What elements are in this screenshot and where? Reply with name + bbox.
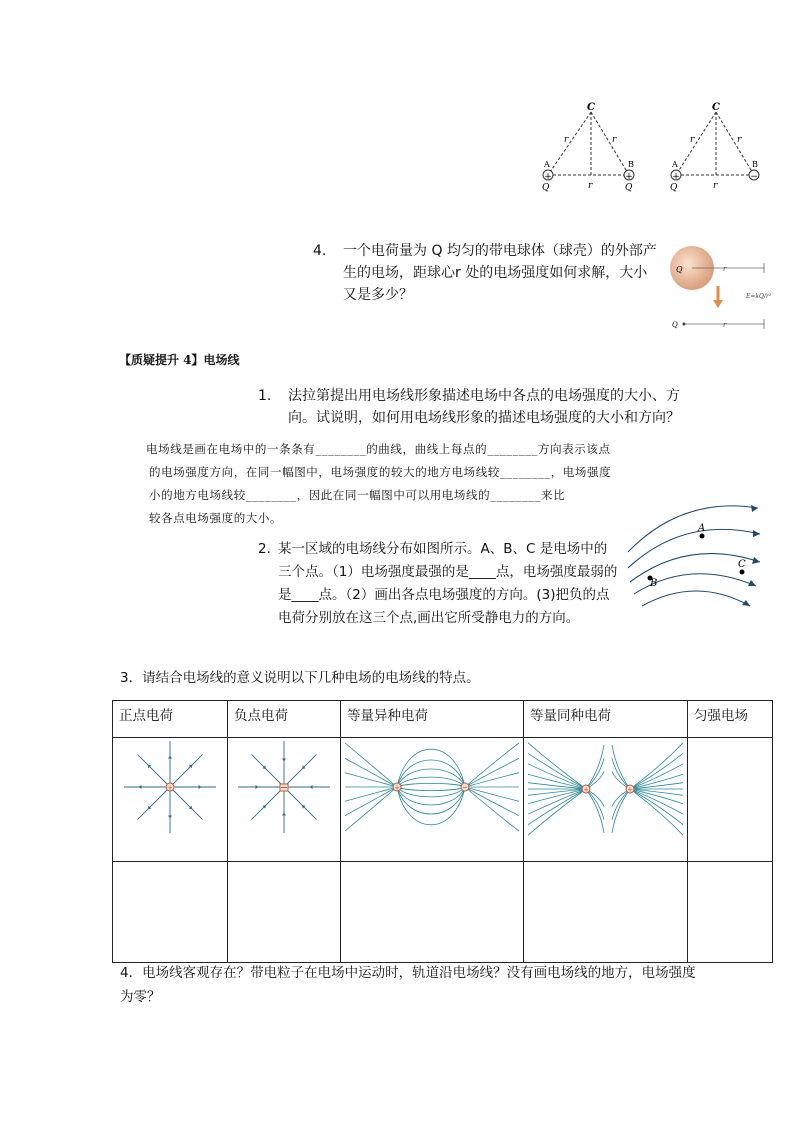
question-4-bottom: 4．电场线客观存在？带电粒子在电场中运动时，轨道沿电场线？没有画电场线的地方，电场强度为零？	[120, 965, 696, 1005]
field-line	[642, 591, 750, 606]
side-right: r	[737, 135, 742, 145]
question-1	[258, 385, 690, 429]
field-line	[397, 749, 465, 787]
field-line	[284, 754, 317, 787]
fill-line-1: 电场线是画在电场中的一条条有________的曲线，曲线上每点的________方向表示该点	[146, 442, 611, 456]
charge-label-left: Q	[542, 183, 550, 193]
field-line	[465, 787, 519, 831]
question-text: 一个电荷量为 Q 均匀的带电球体（球壳）的外部产生的电场，距球心r 处的电场强度如何求解，大小又是多少？	[343, 243, 657, 303]
base-label: r	[588, 181, 593, 191]
distance-label-2: r	[723, 321, 727, 329]
label-a: A	[672, 160, 678, 169]
question-text: 某一区域的电场线分布如图所示。A、B、C 是电场中的三个点。（1）电场强度最强的是____点，电场强度最弱的是____点。（2）画出各点电场强度的方向。(3)把负的点电荷分别放在这三个点,画出它所受静电力的方向。	[278, 541, 618, 626]
question-text: 法拉第提出用电场线形象描述电场中各点的电场强度的大小、方向。试说明，如何用电场线形象的描述电场强度的大小和方向？	[288, 388, 680, 426]
sign-left: +	[672, 172, 680, 182]
field-line	[397, 787, 465, 791]
field-line	[251, 787, 284, 820]
svg-text:+: +	[627, 786, 633, 794]
field-line	[630, 774, 683, 789]
negative-charge-diagram	[228, 738, 340, 857]
header-negative: 负点电荷	[228, 701, 341, 738]
formula: E=kQ/r²	[746, 293, 772, 300]
label-b: B	[752, 160, 758, 169]
cell-unlike-figure	[341, 738, 524, 862]
question-number: 1.	[258, 388, 272, 404]
answer-cell-positive[interactable]	[113, 862, 228, 963]
svg-text:+: +	[583, 786, 589, 794]
answer-cell-uniform[interactable]	[688, 862, 773, 963]
cell-positive-figure	[113, 738, 228, 862]
header-uniform: 匀强电场	[688, 701, 773, 738]
field-line	[465, 758, 519, 787]
cell-uniform-figure	[688, 738, 773, 862]
field-line	[397, 760, 465, 787]
cell-like-figure	[524, 738, 688, 862]
answer-cell-like[interactable]	[524, 862, 688, 963]
field-line	[465, 743, 519, 787]
field-line	[397, 787, 465, 797]
side-right: r	[612, 135, 617, 145]
side-left: r	[690, 135, 695, 145]
field-line	[345, 787, 397, 831]
field-line	[137, 787, 170, 820]
field-line	[628, 506, 758, 552]
answer-cell-negative[interactable]	[228, 862, 341, 963]
field-line	[397, 787, 465, 825]
point-c	[740, 570, 745, 575]
field-line	[170, 754, 203, 787]
sphere-figure	[668, 234, 778, 334]
header-unlike: 等量异种电荷	[341, 701, 524, 738]
field-types-table	[112, 700, 773, 963]
header-positive: 正点电荷	[113, 701, 228, 738]
question-2	[258, 538, 620, 630]
label-c: C	[712, 102, 720, 113]
sign-left: +	[544, 172, 552, 182]
label-c: C	[587, 102, 595, 113]
label-b: B	[628, 160, 634, 169]
header-like: 等量同种电荷	[524, 701, 688, 738]
field-line	[345, 758, 397, 787]
field-line	[251, 754, 284, 787]
label-c: C	[738, 559, 746, 570]
label-a: A	[544, 160, 550, 169]
field-line	[397, 783, 465, 787]
triangle-figure-unlike-charges	[664, 100, 774, 195]
label-a: A	[698, 523, 706, 534]
question-4	[313, 240, 658, 306]
question-number: 4.	[313, 243, 327, 259]
svg-text:+: +	[167, 784, 173, 792]
field-line	[397, 777, 465, 787]
svg-text:+: +	[394, 784, 400, 792]
triangle-figure-like-charges	[536, 100, 646, 195]
point-a	[700, 534, 705, 539]
section-heading: 【质疑提升 4】电场线	[119, 353, 240, 367]
sign-right: −	[750, 172, 758, 182]
field-line	[345, 743, 397, 787]
answer-cell-unlike[interactable]	[341, 862, 524, 963]
field-line	[345, 787, 397, 816]
label-b: B	[650, 578, 658, 589]
fill-line-3: 小的地方电场线较________，因此在同一幅图中可以用电场线的________来比	[149, 488, 566, 502]
field-line	[630, 789, 683, 804]
field-line	[465, 787, 519, 816]
cell-negative-figure	[228, 738, 341, 862]
sign-right: +	[625, 172, 633, 182]
unlike-charges-diagram	[341, 738, 523, 857]
like-charges-diagram	[524, 738, 687, 857]
base-label: r	[713, 181, 718, 191]
down-arrow-icon	[713, 300, 723, 308]
distance-label: r	[723, 265, 727, 273]
question-3: 3．请结合电场线的意义说明以下几种电场的电场线的特点。	[120, 670, 480, 686]
side-left: r	[564, 135, 569, 145]
svg-text:−: −	[461, 783, 469, 792]
field-line	[137, 754, 170, 787]
field-line	[397, 787, 465, 814]
question-number: 2.	[258, 541, 271, 557]
field-lines-figure	[622, 496, 770, 610]
charge-label-left: Q	[670, 183, 678, 193]
fill-line-2: 的电场强度方向，在同一幅图中，电场强度的较大的地方电场线较________，电场强度	[149, 465, 612, 479]
sphere-label: Q	[676, 265, 683, 274]
point-label: Q	[672, 321, 678, 329]
field-line	[284, 787, 317, 820]
charge-label-right: Q	[625, 183, 633, 193]
fill-line-4: 较各点电场强度的大小。	[149, 511, 283, 525]
positive-charge-diagram	[113, 738, 227, 857]
field-line	[170, 787, 203, 820]
